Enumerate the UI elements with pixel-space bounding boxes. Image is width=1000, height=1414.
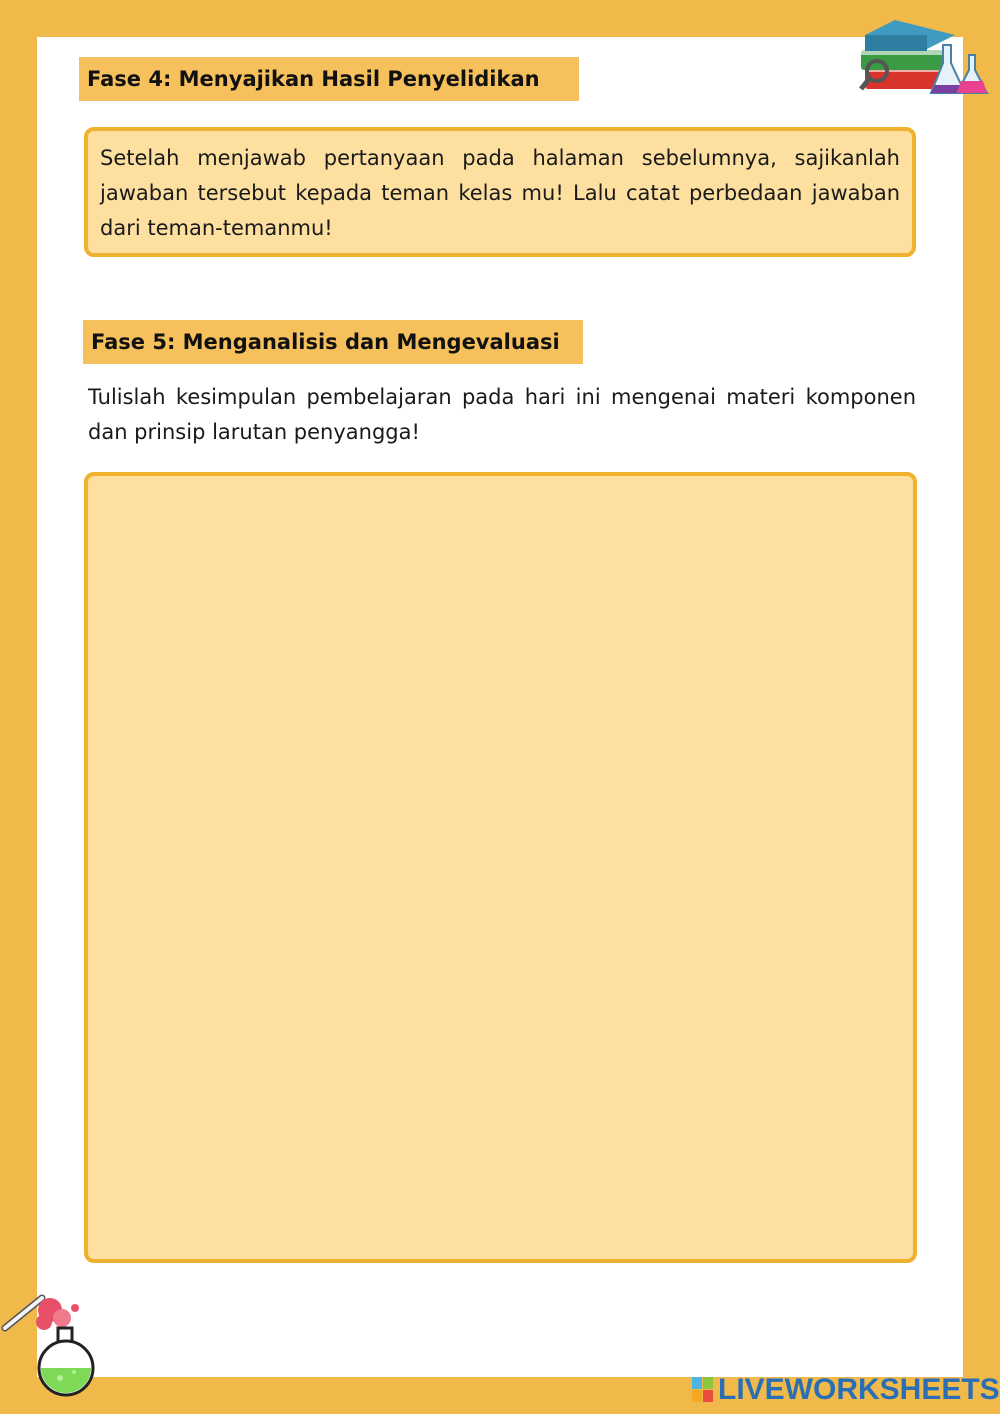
liveworksheets-brand [692, 1372, 1000, 1408]
phase5-instruction-text: Tulislah kesimpulan pembelajaran pada hari ini mengenai materi komponen dan prinsip larutan penyangga! [88, 385, 916, 444]
phase4-instruction-box [84, 127, 916, 257]
liveworksheets-logo-icon [692, 1377, 714, 1403]
conclusion-answer-box[interactable] [84, 472, 917, 1263]
phase4-instruction-text: Setelah menjawab pertanyaan pada halaman sebelumnya, sajikanlah jawaban tersebut kepada teman kelas mu! Lalu catat perbedaan jawaban dari teman-temanmu! [100, 146, 900, 240]
phase5-title: Fase 5: Menganalisis dan Mengevaluasi [83, 320, 583, 364]
phase4-title: Fase 4: Menyajikan Hasil Penyelidikan [79, 57, 579, 101]
chemistry-flask-icon [0, 1290, 110, 1400]
conclusion-answer-input[interactable] [88, 476, 913, 1259]
phase5-instruction [88, 380, 916, 450]
liveworksheets-wordmark: LIVEWORKSHEETS [718, 1373, 1000, 1406]
books-flasks-icon [855, 15, 990, 105]
